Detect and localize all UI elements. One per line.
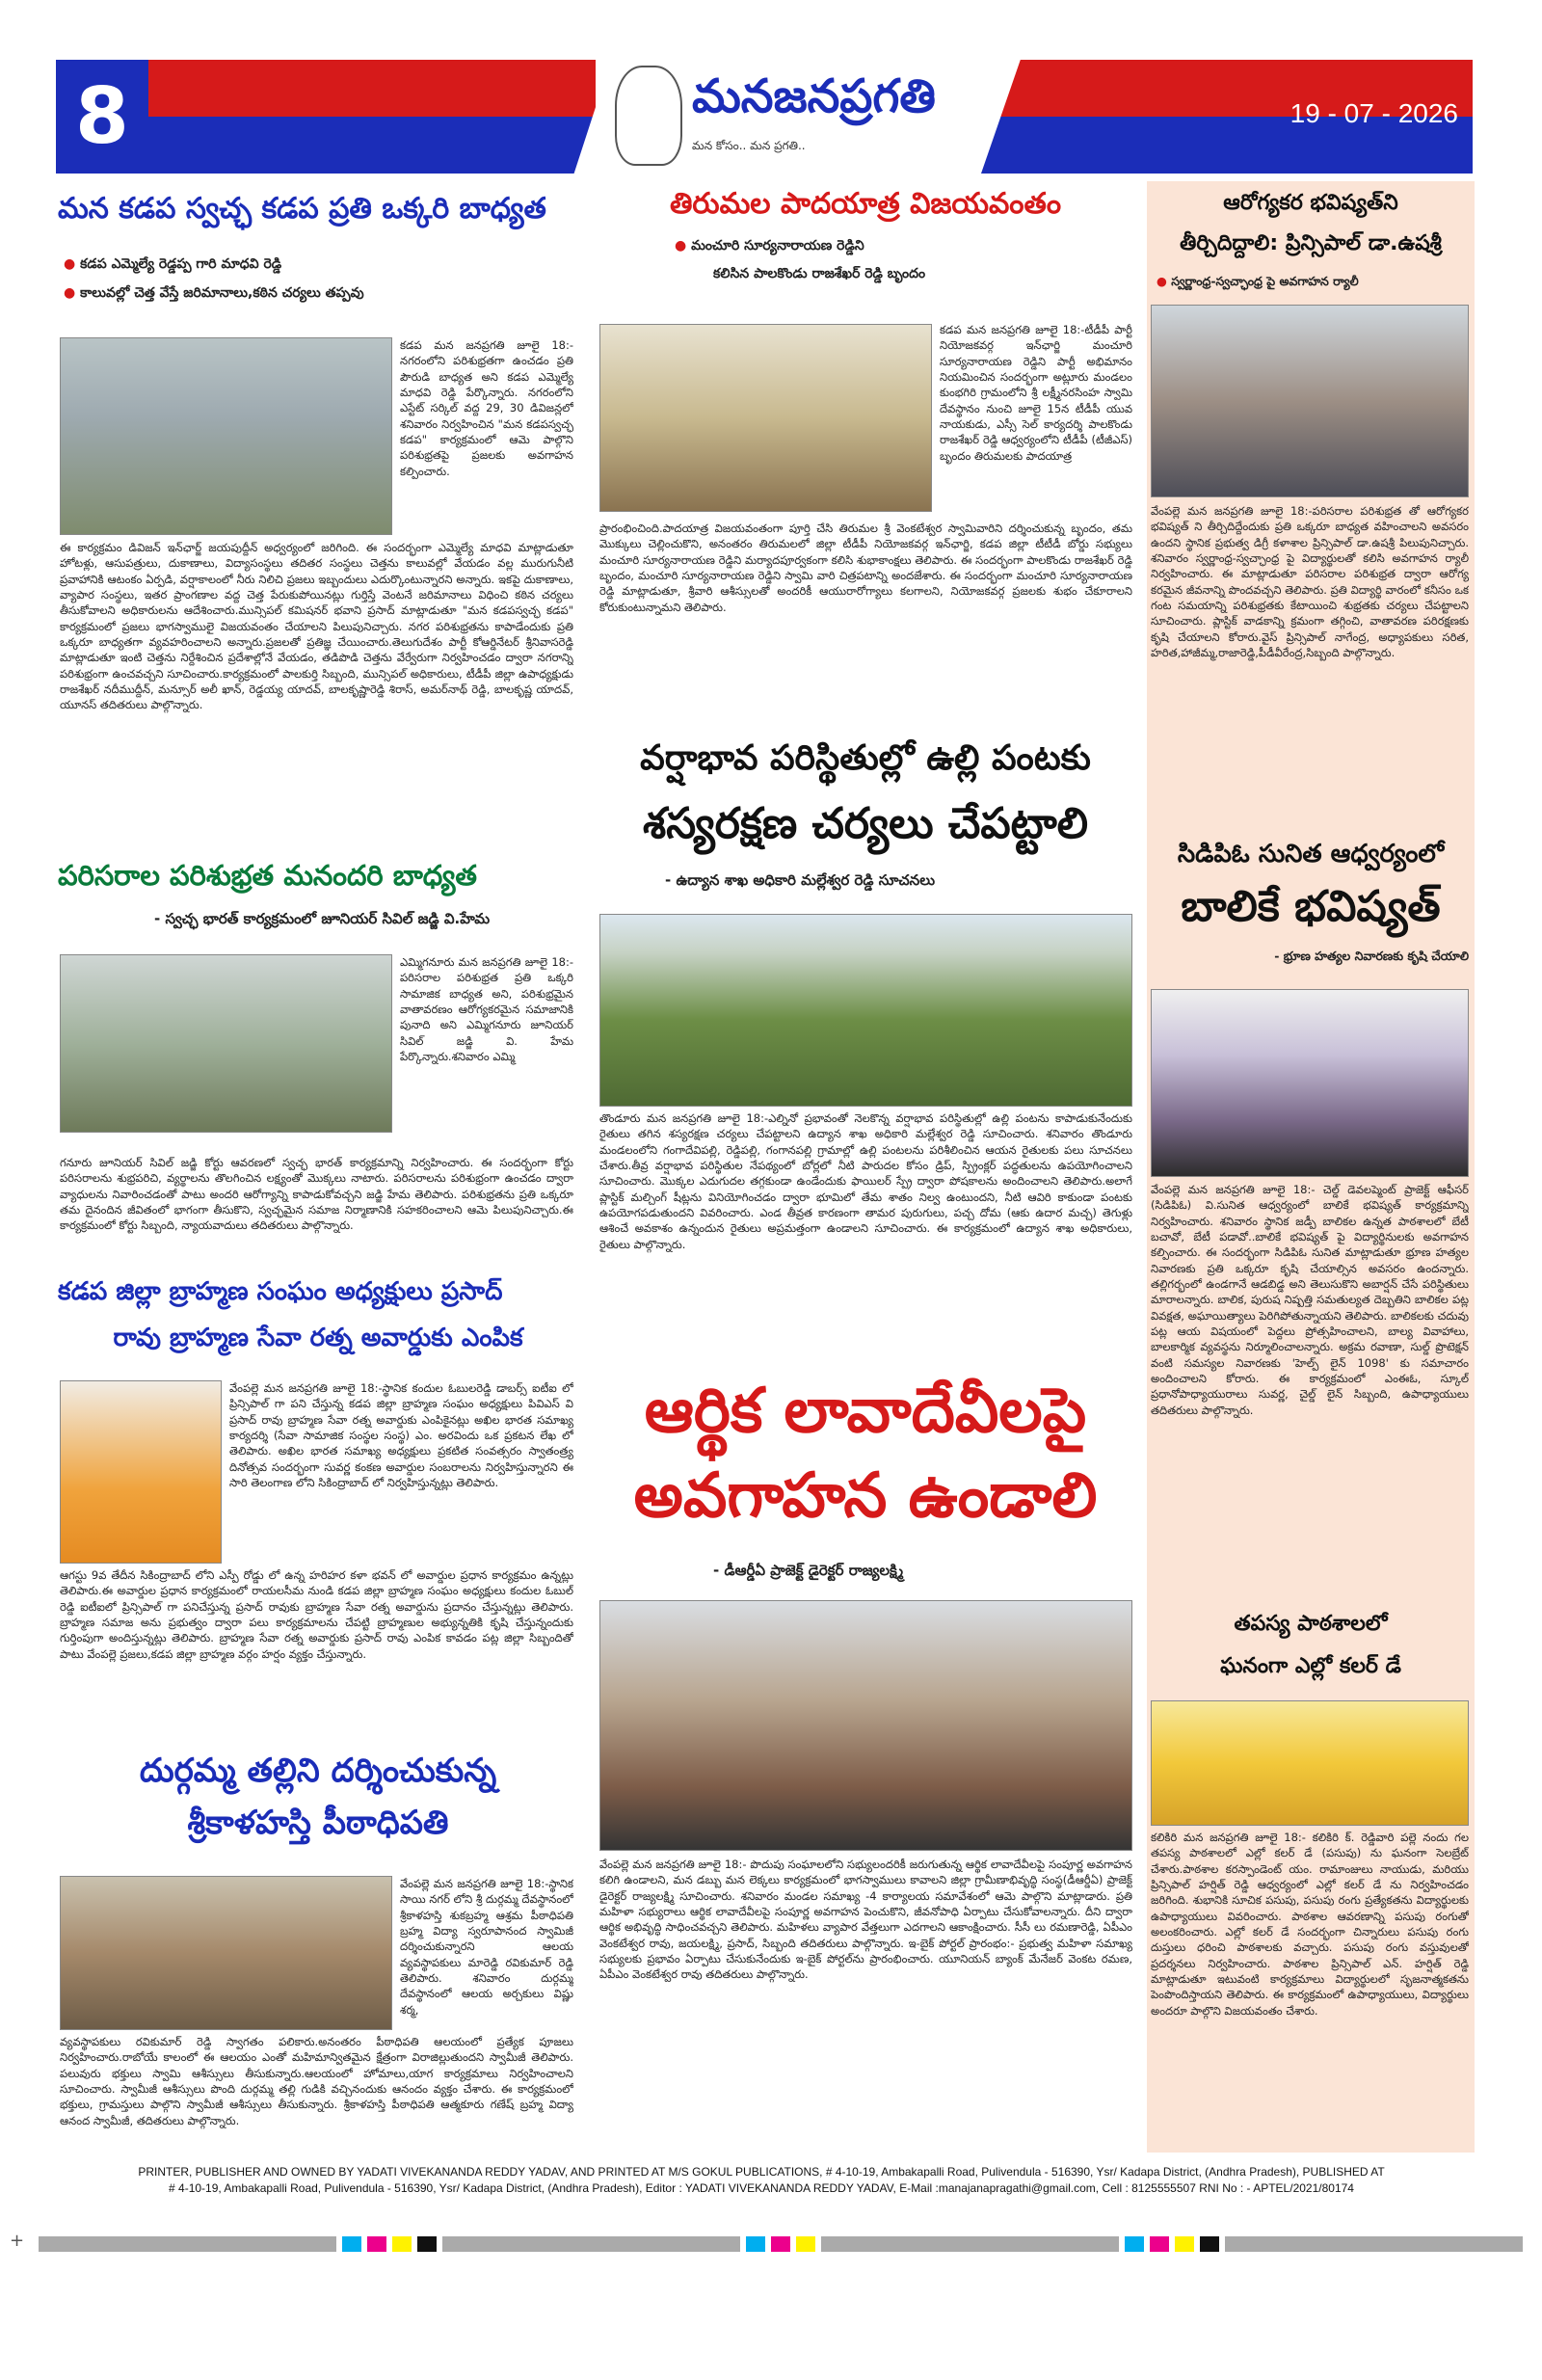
article10-photo xyxy=(1151,1700,1469,1826)
article3-portrait xyxy=(60,1380,222,1564)
article8-headline-line2: తీర్చిదిద్దాలి: ప్రిన్సిపాల్ డా.ఉషశ్రీ xyxy=(1180,231,1442,255)
article5-body-side: కడప మన జనప్రగతి జూలై 18:-టీడీపీ పార్టీ నియోజకవర్గ ఇన్‌ఛార్జి మంచూరి సూర్యనారాయణ రెడ్డిని పార్టీ అభిమానం నియమించిన సందర్భంగా అట్లూరు మండలం కుంభగిరి గ్రామంలోని శ్రీ లక్ష్మీనరసింహ స్వామి దేవస్థానం నుంచి జూలై 15న టీడీపీ యువ నాయకుడు, ఎస్సీ సెల్ కార్యదర్శి పాలకొండు రాజశేఖర్ రెడ్డి ఆధ్వర్యంలోని టీడీపీ (టీజీఎస్‌) బృందం తిరుమలకు పాదయాత్ర xyxy=(940,323,1132,463)
article5-bullet-line2: కలిసిన పాలకొండు రాజశేఖర్ రెడ్డి బృందం xyxy=(713,266,926,281)
article9-headline-line1: సిడిపిఓ సునిత ఆధ్వర్యంలో xyxy=(1177,840,1445,869)
article2-photo xyxy=(60,954,392,1133)
imprint-footer xyxy=(39,2164,1484,2216)
article1-bullet-2: ● కాలువల్లో చెత్త వేస్తే జరిమానాలు,కఠిన చర్యలు తప్పవు xyxy=(64,285,364,301)
logo-portrait-icon xyxy=(615,66,682,166)
color-registration-strip xyxy=(39,2236,1523,2252)
issue-date: 19 - 07 - 2026 xyxy=(1289,98,1458,128)
article2-body-main: గనూరు జూనియర్ సివిల్ జడ్జి కోర్టు ఆవరణలో స్వచ్ఛ భారత్ కార్యక్రమాన్ని నిర్వహించారు. ఈ సందర్భంగా కోర్టు పరిసరాలను శుభ్రపరిచి, వ్యర్థాలను తొలగించిన లక్ష్యంతో మొక్కలు నాటారు. పరిసరాలను పరిశుభ్రంగా ఉంచడం ద్వారా వ్యాధులను నివారించడంతో పాటు అందరి ఆరోగ్యాన్ని కాపాడుకోవచ్చని జడ్జి హేమ తెలిపారు. పరిశుభ్రతను ప్రతి ఒక్కరూ తమ దైనందిన జీవితంలో భాగంగా తీసుకొని, స్వచ్ఛమైన సమాజ నిర్మాణానికి సహకరించాలని ఆమె పిలుపునిచ్చారు.ఈ కార్యక్రమంలో కోర్టు సిబ్బంది, న్యాయవాదులు తదితరులు పాల్గొన్నారు. xyxy=(60,1156,573,1233)
newspaper-logo: మనజనప్రగతి xyxy=(692,69,936,123)
article4-headline-line2: శ్రీకాళహస్తి పీఠాధిపతి xyxy=(187,1804,449,1842)
article3-headline-line1: కడప జిల్లా బ్రాహ్మణ సంఘం అధ్యక్షులు ప్రసాద్ xyxy=(58,1277,503,1306)
crop-mark-icon: + xyxy=(10,2231,25,2251)
article5-body-main: ప్రారంభించింది.పాదయాత్ర విజయవంతంగా పూర్తి చేసి తిరుమల శ్రీ వెంకటేశ్వర స్వామివారిని దర్శించుకున్న బృందం, తమ మొక్కులు చెల్లించుకొని, అనంతరం తిరుమలలో జిల్లా టీడీపీ నియోజకవర్గ ఇన్‌ఛార్జి, కడప జిల్లా టీటీడీ బోర్డు సభ్యులు మంచూరి సూర్యనారాయణ రెడ్డిని మర్యాదపూర్వకంగా కలిసి శుభాకాంక్షలు తెలిపారు. ఈ సందర్భంగా పాలకొండు రాజశేఖర్ రెడ్డి బృందం, మంచూరి సూర్యనారాయణ రెడ్డిని స్వామి వారి చిత్రపటాన్ని అందజేశారు. ఈ సందర్భంగా మంచూరి సూర్యనారాయణ రెడ్డి మాట్లాడుతూ, శ్రీవారి ఆశీస్సులతో అందరికీ ఆయురారోగ్యాలు కలగాలని, నియోజకవర్గ ప్రజలకు శుభం చేకూరాలని కోరుకుంటున్నామని తెలిపారు. xyxy=(599,521,1132,614)
article3-headline-line2: రావు బ్రాహ్మణ సేవా రత్న అవార్డుకు ఎంపిక xyxy=(113,1324,523,1352)
masthead xyxy=(56,60,1473,174)
article9-photo xyxy=(1151,989,1469,1177)
article7-photo xyxy=(599,1600,1132,1851)
article10-body: కలికిరి మన జనప్రగతి జూలై 18:- కలికిరి క్. రెడ్డివారి పల్లె నందు గల తపస్య పాఠశాలలో ఎల్లో కలర్ డే (పసుపు) ను ఘనంగా సెలబ్రేట్ చేశారు.పాఠశాల కరస్పాండెంట్ యం. రామాంజులు నాయుడు, మరియు ప్రిన్సిపాల్ హర్షిత్ రెడ్డి ఆధ్వర్యంలో ఎల్లో కలర్ డే ను నిర్వహించడం జరిగింది. శుభానికి సూచిక పసుపు, పసుపు రంగు ప్రత్యేకతను విద్యార్థులకు ఉపాధ్యాయులు వివరించారు. పాఠశాల ఆవరణాన్ని పసుపు రంగుతో అలంకరించారు. ఎల్లో కలర్ డే సందర్భంగా చిన్నారులు పసుపు రంగు దుస్తులు ధరించి పాఠశాలకు వచ్చారు. పసుపు రంగు వస్తువులతో ప్రదర్శనలు నిర్వహించారు. పాఠశాల ప్రిన్సిపాల్ ఎన్. హర్షిత్ రెడ్డి మాట్లాడుతూ ఇటువంటి కార్యక్రమాలు విద్యార్థులలో సృజనాత్మకతను పెంపొందిస్తాయని తెలిపారు. ఈ కార్యక్రమంలో ఉపాధ్యాయులు, విద్యార్థులు అందరూ పాల్గొని విజయవంతం చేశారు. xyxy=(1151,1831,1469,2018)
article6-quote: - ఉద్యాన శాఖ అధికారి మల్లేశ్వర రెడ్డి సూచనలు xyxy=(665,871,936,889)
logo-tagline: మన కోసం.. మన ప్రగతి.. xyxy=(692,139,806,152)
imprint-line-1: PRINTER, PUBLISHER AND OWNED BY YADATI VIVEKANANDA REDDY YADAV, AND PRINTED AT M/S GOKUL PUBLICATIONS, # 4-10-19, Ambakapalli Road, Pulivendula - 516390, Ysr/ Kadapa District, (Andhra Pradesh), PUBLISHED AT xyxy=(138,2165,1385,2179)
article5-bullet: ● మంచూరి సూర్యనారాయణ రెడ్డిని xyxy=(675,238,864,254)
imprint-line-2: # 4-10-19, Ambakapalli Road, Pulivendula - 516390, Ysr/ Kadapa District, (Andhra Pradesh), Editor : YADATI VIVEKANANDA REDDY YADAV, E-Mail :manajanapragathi@gmail.com, Cell : 8125555507 RNI No : - APTEL/2021/80174 xyxy=(169,2180,1354,2195)
article5-photo xyxy=(599,324,932,512)
article5-headline: తిరుమల పాదయాత్ర విజయవంతం xyxy=(669,187,1062,221)
article1-headline: మన కడప స్వచ్ఛ కడప ప్రతి ఒక్కరి బాధ్యత xyxy=(58,192,546,226)
article9-body: వేంపల్లె మన జనప్రగతి జూలై 18:- చెల్డ్ డెవలప్మెంట్ ప్రాజెక్ట్ ఆఫీసర్ (సిడిపిఓ) వి.సునిత ఆధ్వర్యంలో బాలికే భవిష్యత్ కార్యక్రమాన్ని నిర్వహించారు. శనివారం స్థానిక జడ్పీ బాలికల ఉన్నత పాఠశాలలో బేటీ బచావో, బేటీ పడావో..బాలికే భవిష్యత్ పై విద్యార్థినులకు అవగాహన కల్పించారు. ఈ సందర్భంగా సిడిపిఓ సునిత మాట్లాడుతూ భ్రూణ హత్యల నివారణకు ప్రతి ఒక్కరూ కృషి చేయాల్సిన అవసరం ఉందన్నారు. తల్లిగర్భంలో ఉండగానే ఆడబిడ్డ అని తెలుసుకొని అబార్షన్ చేసే పరిస్థితులు మారాలన్నారు. బాలిక, పురుష నిష్పత్తి సమతుల్యత దెబ్బతిని బాలికల పట్ల వివక్షత, అఘాయిత్యాలు పెరిగిపోతున్నాయని తెలిపారు. బాలికలకు చదువు పట్ల ఆయ విషయంలో పెద్దలు ప్రోత్సహించాలని, బాల్య వివాహాలు, బాలకార్మిక వ్యవస్థను నిర్మూలించాలన్నారు. అక్రమ రవాణా, సుల్డ్ ప్రొటెక్షన్ వంటి సమస్యల నివారణకు 'హెల్ప్ లైన్ 1098' కు సమాచారం అందించాలని కోరారు. ఈ కార్యక్రమంలో ఎంఈఓ, స్కూల్ ప్రధానోపాధ్యాయురాలు సువర్ణ, చైల్డ్ లైన్ సిబ్బంది, ఉపాధ్యాయులు తదితరులు పాల్గొన్నారు. xyxy=(1151,1183,1469,1417)
article7-headline-line1: ఆర్థిక లావాదేవీలపై xyxy=(644,1376,1087,1447)
article4-headline-line1: దుర్గమ్మ తల్లిని దర్శించుకున్న xyxy=(139,1752,497,1790)
article1-body-side: కడప మన జనప్రగతి జూలై 18:-నగరంలోని పరిశుభ్రతగా ఉంచడం ప్రతి పౌరుడి బాధ్యత అని కడప ఎమ్మెల్యే మాధవి రెడ్డి పేర్కొన్నారు. నగరంలోని ఎస్టేట్ సర్కిల్ వద్ద 29, 30 డివిజన్లలో శనివారం నిర్వహించిన "మన కడపస్వచ్ఛ కడప" కార్యక్రమంలో ఆమె పాల్గొని పరిశుభ్రతపై ప్రజలకు అవగాహన కల్పించారు. xyxy=(400,338,573,478)
article4-body-side: వేంపల్లె మన జనప్రగతి జూలై 18:-స్థానిక సాయి నగర్ లోని శ్రీ దుర్గమ్మ దేవస్థానంలో శ్రీకాళహస్తి శుకబ్రహ్మ ఆశ్రమ పీఠాధిపతి బ్రహ్మ విద్యా స్వరూపానంద స్వామిజీ దర్శించుకున్నారని ఆలయ వ్యవస్థాపకులు మారెడ్డి రవికుమార్ రెడ్డి తెలిపారు. శనివారం దుర్గమ్మ దేవస్థానంలో ఆలయ అర్చకులు విష్ణు శర్మ, xyxy=(400,1877,573,2017)
article7-quote: - డీఆర్డీఏ ప్రాజెక్ట్ డైరెక్టర్ రాజ్యలక్ష్మి xyxy=(713,1562,904,1579)
masthead-stripe-left xyxy=(148,60,611,174)
article1-body-main: ఈ కార్యక్రమం డివిజన్ ఇన్‌ఛార్జ్ జయపుద్దీన్ అధ్వర్యంలో జరిగింది. ఈ సందర్భంగా ఎమ్మెల్యే మాధవి మాట్లాడుతూ హోటళ్లు, ఆసుపత్రులు, దుకాణాలు, విద్యాసంస్థలు తదితర సంస్థలు చెత్తను కాలువల్లో వేయడం వల్ల మురుగునీటి ప్రవాహానికి ఆటంకం ఏర్పడి, వర్షాకాలంలో నీరు నిలిచి ప్రజలు ఇబ్బందులు ఎదుర్కొంటున్నారని అన్నారు. ఇకపై దుకాణాలు, వ్యాపార సంస్థలు, ఇతర ప్రాంగణాల వద్ద చెత్త పేరుకుపోయినట్లు గుర్తిస్తే వెంటనే జరిమానాలు విధించి కఠిన చర్యలు తీసుకోవాలని అధికారులను ఆదేశించారు.మున్సిపల్ కమిషనర్ భవాని ప్రసాద్ మాట్లాడుతూ "మన కడపస్వచ్ఛ కడప" కార్యక్రమంలో ప్రజలు భాగస్వాములై విజయవంతం చేయాలని పిలుపునిచ్చారు. నగర పరిశుభ్రతను కాపాడేందుకు ప్రతి ఒక్కరూ బాధ్యతగా వ్యవహరించాలని అన్నారు.ప్రజలతో ప్రతిజ్ఞ చేయించారు.తెలుగుదేశం పార్టీ కోఆర్డినేటర్ శ్రీనివాసరెడ్డి మాట్లాడుతూ ఇంటి చెత్తను నిర్దేశించిన ప్రదేశాల్లోనే వేయడం, తడిపొడి చెత్తను వేర్వేరుగా నిర్వహించడం ద్వారా నగరాన్ని పరిశుభ్రంగా ఉంచవచ్చని సూచించారు.కార్యక్రమంలో పాలకుర్తి సిబ్బంది, మున్సిపల్ అధికారులు, టీడీపీ జిల్లా ఉపాధ్యక్షుడు రాజశేఖర్ నదీముద్దీన్, మన్సూర్ అలీ ఖాన్, రెడ్డయ్య యాదవ్, బాలకృష్ణారెడ్డి శిరాస్, అమర్‌నాథ్ రెడ్డి, బాలకృష్ణ యాదవ్, యూనస్ తదితరులు పాల్గొన్నారు. xyxy=(60,541,573,712)
article8-bullet: ● స్వర్ణాంధ్ర-స్వచ్ఛాంధ్ర పై అవగాహన ర్యాలీ xyxy=(1156,274,1359,288)
article4-photo xyxy=(60,1876,392,2030)
article8-body: వేంపల్లె మన జనప్రగతి జూలై 18:-పరిసరాల పరిశుభ్రత తో ఆరోగ్యకర భవిష్యత్ ని తీర్చిదిద్దేందుకు ప్రతి ఒక్కరూ బాధ్యత వహించాలని అవసరం ఉందని స్థానిక ప్రభుత్వ డిగ్రీ కళాశాల ప్రిన్సిపాల్ డా.ఉషశ్రీ పిలుపునిచ్చారు. శనివారం స్వర్ణాంధ్ర-స్వచ్ఛాంధ్ర పై విద్యార్థులతో కలిసి అవగాహన ర్యాలీ నిర్వహించారు. ఈ మాట్లాడుతూ పరిసరాల పరిశుభ్రత ద్వారా ఆరోగ్య కరమైన జీవనాన్ని పొందవచ్చని తెలిపారు. ప్రతి విద్యార్థి వారంలో కనీసం ఒక గంట సమయాన్ని పరిశుభ్రతకు కేటాయించి శుభ్రతకు చర్యలు చేపట్టాలని సూచించారు. ప్లాస్టిక్ వాడకాన్ని క్రమంగా తగ్గించి, వాతావరణ పరిరక్షణకు కృషి చేయాలని కోరారు.వైస్ ప్రిన్సిపాల్ నాగేంద్ర, అధ్యాపకులు సరిత, హరిత,హాజీమ్మ,రాజారెడ్డి,పీడీవీరేంద్ర,సిబ్బంది పాల్గొన్నారు. xyxy=(1151,504,1469,659)
article10-headline-line1: తపస్య పాఠశాలలో xyxy=(1234,1612,1388,1636)
article3-body-side: వేంపల్లె మన జనప్రగతి జూలై 18:-స్థానిక కందుల ఓబులరెడ్డి డాబర్స్ ఐటీఐ లో ప్రిన్సిపాల్ గా పని చేస్తున్న కడప జిల్లా బ్రాహ్మణ సంఘం అధ్యక్షులు పివిఎస్ వి ప్రసాద్ రావు బ్రాహ్మణ సేవా రత్న అవార్డుకు ఎంపికైనట్లు అఖిల భారత సమాఖ్య కార్యదర్శి (సేవా సామాజిక సంస్థల సంస్థ) ఎం. అరవిందు ఒక ప్రకటన లేఖ లో తెలిపారు. అఖిల భారత సమాఖ్య అధ్యక్షులు ప్రకటిత సంవత్సరం స్వాతంత్ర్య దినోత్సవ సందర్భంగా సువర్ణ కంకణ అవార్డుల సంబరాలను నిర్వహిస్తున్నారని ఈ సారి తెలంగాణ లోని సికింద్రాబాద్ లో నిర్వహిస్తున్నట్లు తెలిపారు. xyxy=(229,1381,573,1489)
article8-headline-line1: ఆరోగ్యకర భవిష్యత్‌ని xyxy=(1223,191,1398,215)
article6-photo xyxy=(599,914,1132,1107)
article6-body: తొండూరు మన జనప్రగతి జూలై 18:-ఎల్నినో ప్రభావంతో నెలకొన్న వర్షాభావ పరిస్థితుల్లో ఉల్లి పంటను కాపాడుకునేందుకు రైతులు తగిన శస్యరక్షణ చర్యలు చేపట్టాలని ఉద్యాన శాఖ అధికారి మల్లేశ్వర రెడ్డి సూచించారు. శనివారం తొండూరు మండలంలోని గంగాదేవిపల్లి, రెడ్డిపల్లి, గంగానపల్లి గ్రామాల్లో ఉల్లి పంటలను పరిశీలించిన ఆయన రైతులకు పలు సూచనలు చేశారు.తీవ్ర వర్షాభావ పరిస్థితుల నేపథ్యంలో బోర్లలో నీటి పారుదల కోసం డ్రిప్, స్ప్రింక్లర్ పద్ధతులను ఉపయోగించాలని సూచించారు. మొక్కల ఎదుగుదల తగ్గకుండా ఉండేందుకు ఫాయిలర్ స్ప్రే ద్వారా పోషకాలను అందించాలని తెలిపారు.అలాగే ప్లాస్టిక్ మల్చింగ్ షీట్లను వినియోగించడం ద్వారా భూమిలో తేమ శాతం నిల్వ ఉంటుందని, నీటి ఆవిరి కాకుండా పంటకు ఉపయోగపడుతుందని వివరించారు. ఎండ తీవ్రత కారణంగా తామర పురుగులు, పచ్చ దోమ (ఆకు ఉదార మచ్చ) తెగుళ్లు ఆశించే అవకాశం ఉన్నందున రైతులు అప్రమత్తంగా ఉండాలని సూచించారు. ఈ కార్యక్రమంలో ఉద్యాన శాఖ అధికారులు, రైతులు పాల్గొన్నారు. xyxy=(599,1111,1132,1251)
article7-body: వేంపల్లె మన జనప్రగతి జూలై 18:- పొదుపు సంఘాలలోని సభ్యులందరికీ జరుగుతున్న ఆర్థిక లావాదేవీలపై సంపూర్ణ అవగాహన కలిగి ఉండాలని, మన డబ్బు మన లెక్కలు కార్యక్రమంలో భాగస్వాములు కావాలని జిల్లా గ్రామీణాభివృద్ధి సంస్థ(డీఆర్డీఏ) ప్రాజెక్ట్ డైరెక్టర్ రాజ్యలక్ష్మి సూచించారు. శనివారం మండల సమాఖ్య -4 కార్యాలయ సమావేశంలో ఆమె పాల్గొని మాట్లాడారు. ప్రతి మహిళా సభ్యురాలు ఆర్థిక లావాదేవీలపై సంపూర్ణ అవగాహన పెంచుకొని, జీవనోపాధి ఏర్పాటు చేసుకోవాలన్నారు. దీని ద్వారా ఆర్థిక అభివృద్ధి సాధించవచ్చని తెలిపారు. మహిళలు వ్యాపార వేత్తలుగా ఎదగాలని ఆకాంక్షించారు. సీసీ లు రమణారెడ్డి, ఏపీఎం వెంకటేశ్వర రావు, జయలక్ష్మి, ప్రసాద్, సిబ్బంది తదితరులు పాల్గొన్నారు. ఇ-బైక్ పోర్టల్ ప్రారంభం:- ప్రభుత్వ మహిళా సమాఖ్య సభ్యులకు ప్రభావం ఏర్పాటు చేసుకునేందుకు ఇ-బైక్ పోర్టల్‌ను ప్రారంభించారు. యూనియన్ బ్యాంక్ మేనేజర్ వెంకట రమణ, ఏపీఎం వెంకటేశ్వర రావు తదితరులు పాల్గొన్నారు. xyxy=(599,1858,1132,1982)
article3-body-main: ఆగస్టు 9వ తేదీన సికింద్రాబాద్ లోని ఎస్పీ రోడ్డు లో ఉన్న హరిహర కళా భవన్ లో అవార్డుల ప్రధాన కార్యక్రమం ఉన్నట్లు తెలిపారు.ఈ అవార్డుల ప్రధాన కార్యక్రమంలో రాయలసీమ నుండి కడప జిల్లా బ్రాహ్మణ సంఘం అధ్యక్షులు కందుల ఓబుల్ రెడ్డి ఐటీఐలో ప్రిన్సిపాల్ గా పనిచేస్తున్న ప్రసాద్ రావుకు బ్రాహ్మణ సేవా రత్న అవార్డును ప్రదానం చేస్తున్నట్లు తెలిపారు. బ్రాహ్మణ సమాజ అను ప్రభుత్వం ద్వారా పలు కార్యక్రమాలను చేపట్టి బ్రాహ్మణుల అభ్యున్నతికి కృషి చేస్తున్నందుకు గుర్తింపుగా అందిస్తున్నట్లు తెలిపారు. బ్రాహ్మణ సేవా రత్న అవార్డుకు ప్రసాద్ రావు ఎంపిక కావడం పట్ల జిల్లా సిబ్బందితో పాటు వేంపల్లె ప్రజలు,కడప జిల్లా బ్రాహ్మణ వర్గం హర్షం వ్యక్తం చేస్తున్నారు. xyxy=(60,1568,573,1661)
article10-headline-line2: ఘనంగా ఎల్లో కలర్ డే xyxy=(1220,1654,1401,1678)
article6-headline-line2: శస్యరక్షణ చర్యలు చేపట్టాలి xyxy=(643,799,1088,848)
article2-quote: - స్వచ్ఛ భారత్ కార్యక్రమంలో జూనియర్ సివిల్ జడ్జి వి.హేమ xyxy=(154,910,491,927)
article2-body-side: ఎమ్మిగనూరు మన జనప్రగతి జూలై 18:-పరిసరాల పరిశుభ్రత ప్రతి ఒక్కరి సామాజిక బాధ్యత అని, పరిశుభ్రమైన వాతావరణం ఆరోగ్యకరమైన సమాజానికి పునాది అని ఎమ్మిగనూరు జూనియర్ సివిల్ జడ్జి వి. హేమ పేర్కొన్నారు.శనివారం ఎమ్మి xyxy=(400,955,573,1063)
article1-bullet-1: ● కడప ఎమ్మెల్యే రెడ్డప్ప గారి మాధవి రెడ్డి xyxy=(64,256,282,272)
page-number: 8 xyxy=(56,60,148,174)
article8-photo xyxy=(1151,305,1469,497)
article1-photo xyxy=(60,337,392,535)
article4-body-main: వ్యవస్థాపకులు రవికుమార్ రెడ్డి స్వాగతం పలికారు.అనంతరం పీఠాధిపతి ఆలయంలో ప్రత్యేక పూజలు నిర్వహించారు.రాబోయే కాలంలో ఈ ఆలయం ఎంతో మహిమాన్వితమైన క్షేత్రంగా విరాజిల్లుతుందని స్వామీజీ తెలిపారు. పలువురు భక్తులు స్వామి ఆశీస్సులు తీసుకున్నారు.ఆలయంలో హోమాలు,యాగ కార్యక్రమాలు నిర్వహించాలని సూచించారు. స్వామీజీ ఆశీస్సులు పొంది దుర్గమ్మ తల్లి గుడికి వచ్చినందుకు ఆనందం వ్యక్తం చేశారు. ఈ కార్యక్రమంలో భక్తులు, గ్రామస్తులు పాల్గొని స్వామీజీ ఆశీస్సులు తీసుకున్నారు. శ్రీకాళహస్తి పీఠాధిపతి ఆత్మకూరు గణేష్ బ్రహ్మ విద్యా ఆనంద స్వామీజీ, తదితరులు పాల్గొన్నారు. xyxy=(60,2035,573,2127)
article2-headline: పరిసరాల పరిశుభ్రత మనందరి బాధ్యత xyxy=(58,859,477,892)
article9-headline-line2: బాలికే భవిష్యత్ xyxy=(1181,882,1441,931)
article9-quote: - భ్రూణ హత్యల నివారణకు కృషి చేయాలి xyxy=(1274,949,1469,963)
article7-headline-line2: అవగాహన ఉండాలి xyxy=(633,1460,1098,1532)
article6-headline-line1: వర్షాభావ పరిస్థితుల్లో ఉల్లి పంటకు xyxy=(640,738,1091,778)
